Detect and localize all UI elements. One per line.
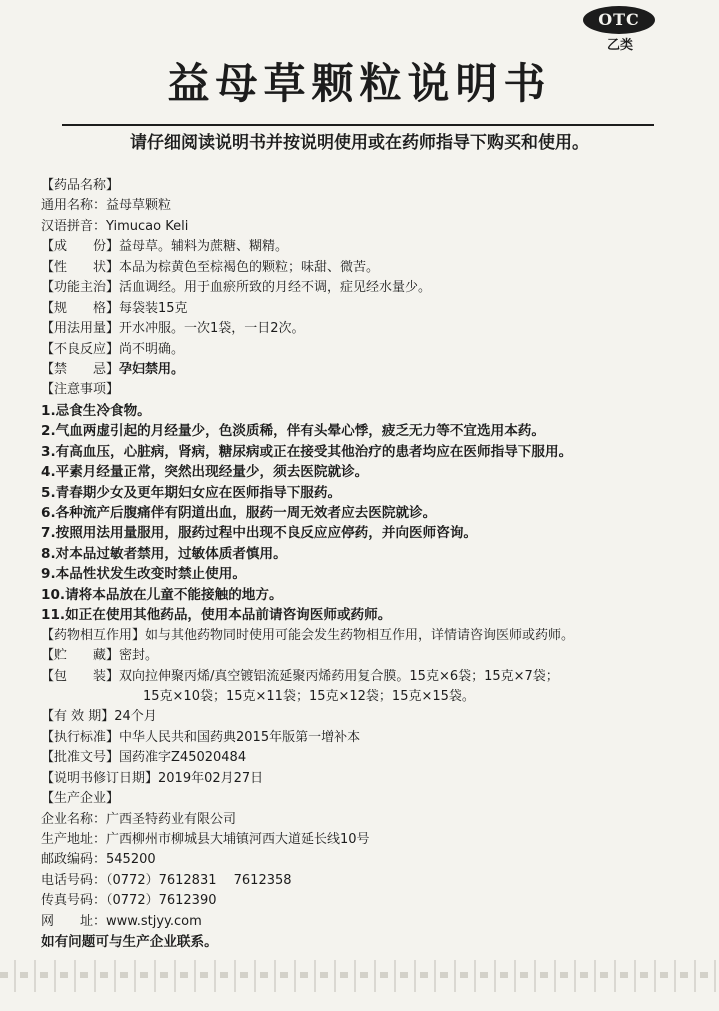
precaution-item: 11.如正在使用其他药品，使用本品前请咨询医师或药师。 [41,607,392,624]
fax-row: 传真号码：（0772）7612390 [41,893,217,909]
adverse-row: 【不良反应】尚不明确。 [41,341,185,357]
appearance-row: 【性 状】本品为棕黄色至棕褐色的颗粒；味甜、微苦。 [41,259,380,275]
revision-row: 【说明书修订日期】2019年02月27日 [41,770,264,786]
precaution-item: 7.按照用法用量服用，服药过程中出现不良反应应停药，并向医师咨询。 [41,525,478,542]
interaction-row: 【药物相互作用】如与其他药物同时使用可能会发生药物相互作用，详情请咨询医师或药师。 [41,627,575,643]
usage-warning: 请仔细阅读说明书并按说明使用或在药师指导下购买和使用。 [130,133,589,153]
approval-row: 【批准文号】国药准字Z45020484 [41,750,247,766]
address-row: 生产地址：广西柳州市柳城县大埔镇河西大道延长线10号 [41,832,370,847]
precaution-item: 8.对本品过敏者禁用，过敏体质者慎用。 [41,545,287,562]
otc-badge: OTC [583,6,655,34]
precaution-item: 5.青春期少女及更年期妇女应在医师指导下服药。 [41,484,342,501]
precaution-item: 3.有高血压，心脏病，肾病，糖尿病或正在接受其他治疗的患者均应在医师指导下服用。 [41,443,573,460]
name-heading: 【药品名称】 [41,178,120,193]
dosage-row: 【用法用量】开水冲服。一次1袋，一日2次。 [41,321,305,337]
package-row-cont: 15克×10袋；15克×11袋；15克×12袋；15克×15袋。 [143,688,475,704]
precaution-item: 4.平素月经量正常，突然出现经量少，须去医院就诊。 [41,464,369,481]
standard-row: 【执行标准】中华人民共和国药典2015年版第一增补本 [41,729,361,745]
ingredients-row: 【成 份】益母草。辅料为蔗糖、糊精。 [41,239,289,255]
precaution-item: 10.请将本品放在儿童不能接触的地方。 [41,586,283,603]
storage-row: 【贮 藏】密封。 [41,648,159,664]
precaution-item: 1.忌食生冷食物。 [41,402,151,419]
indication-row: 【功能主治】活血调经。用于血瘀所致的月经不调，症见经水量少。 [41,280,432,296]
pinyin-row: 汉语拼音：Yimucao Keli [41,218,189,234]
leaflet-body [41,176,711,953]
phone-row: 电话号码：（0772）7612831 7612358 [41,872,292,888]
precaution-item: 6.各种流产后腹痛伴有阴道出血，服药一周无效者应去医院就诊。 [41,505,437,521]
page-title: 益母草颗粒说明书 [167,59,552,108]
maker-heading: 【生产企业】 [41,791,120,807]
package-row: 【包 装】双向拉伸聚丙烯/真空镀铝流延聚丙烯药用复合膜。15克×6袋；15克×7袋； [41,668,559,684]
precaution-item: 9.本品性状发生改变时禁止使用。 [41,566,246,583]
title-rule [62,124,654,126]
precautions-heading: 【注意事项】 [41,382,120,398]
contra-row: 【禁 忌】孕妇禁用。 [41,361,185,377]
contact-note: 如有问题可与生产企业联系。 [41,934,218,951]
spec-row: 【规 格】每袋装15克 [41,300,188,316]
validity-row: 【有 效 期】24个月 [41,709,157,725]
decorative-border [0,960,719,992]
precaution-item: 2.气血两虚引起的月经量少，色淡质稀，伴有头晕心悸，疲乏无力等不宜选用本药。 [41,423,545,440]
common-name-row: 通用名称：益母草颗粒 [41,198,172,214]
otc-class: 乙类 [606,38,633,53]
postcode-row: 邮政编码：545200 [41,852,156,868]
web-row: 网 址：www.stjyy.com [41,913,202,929]
company-row: 企业名称：广西圣特药业有限公司 [41,811,237,827]
